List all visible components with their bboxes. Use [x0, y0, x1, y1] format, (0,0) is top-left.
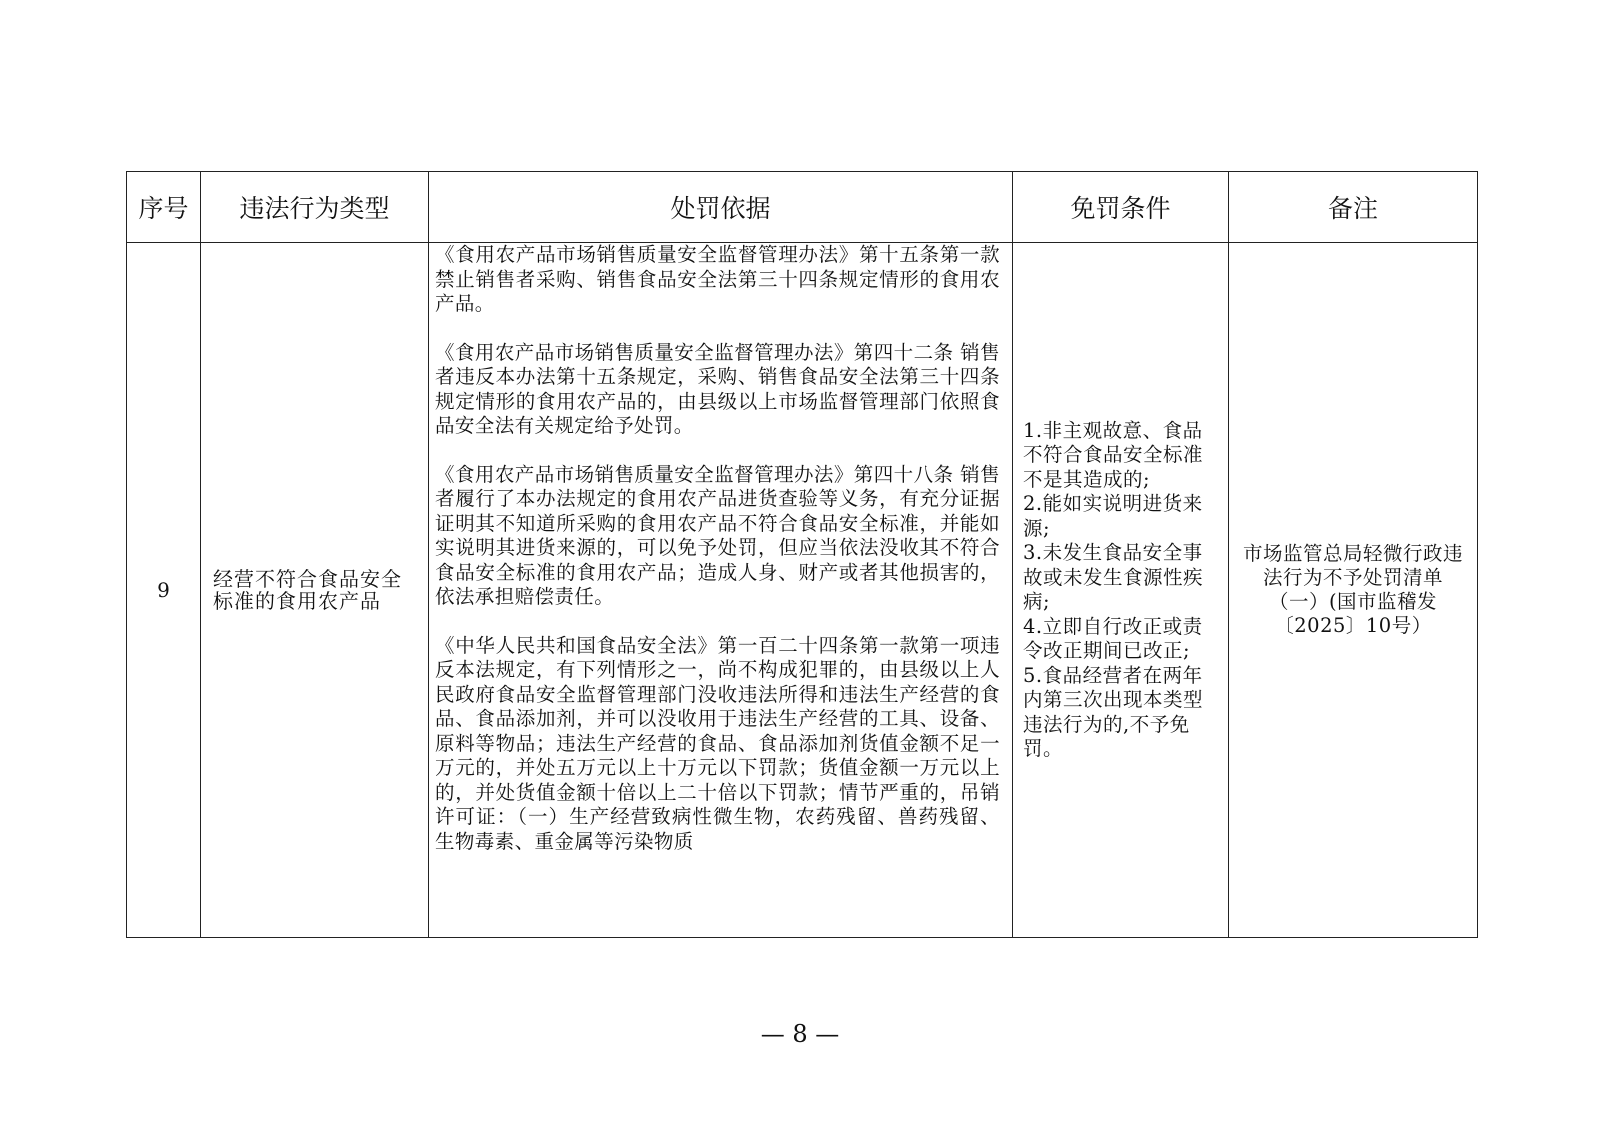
basis-paragraph: 《食用农产品市场销售质量安全监督管理办法》第四十二条 销售者违反本办法第十五条规定，采购、销售食品安全法第三十四条规定情形的食用农产品的，由县级以上市场监督管理部门依照食品安全法有关规定给予处罚。: [435, 340, 1000, 437]
table-header-row: [127, 172, 1478, 243]
remarks-text: 市场监管总局轻微行政违法行为不予处罚清单（一）(国市监稽发〔2025〕10号）: [1242, 542, 1463, 637]
header-penalty-basis: 处罚依据: [429, 172, 1013, 243]
penalty-exemption-table: [126, 171, 1478, 938]
exemption-conditions-list: [1013, 419, 1228, 762]
penalty-exemption-table-wrapper: [126, 171, 1478, 938]
header-remarks: 备注: [1229, 172, 1478, 243]
table-row: [127, 243, 1478, 938]
condition-item: 1.非主观故意、食品不符合食品安全标准不是其造成的;: [1023, 418, 1204, 491]
penalty-basis-text: [429, 243, 1012, 935]
cell-remarks: [1229, 243, 1478, 938]
cell-violation-type: [201, 243, 429, 938]
condition-item: 4.立即自行改正或责令改正期间已改正;: [1023, 614, 1203, 662]
condition-item: 5.食品经营者在两年内第三次出现本类型违法行为的,不予免罚。: [1023, 663, 1204, 760]
page-number: — 8 —: [760, 1020, 840, 1048]
violation-type-text: 经营不符合食品安全标准的食用农产品: [213, 568, 402, 612]
basis-paragraph: 《食用农产品市场销售质量安全监督管理办法》第四十八条 销售者履行了本办法规定的食用农产品进货查验等义务，有充分证据证明其不知道所采购的食用农产品不符合食品安全标准，并能如实说明其进货来源的，可以免予处罚，但应当依法没收其不符合食品安全标准的食用农产品；造成人身、财产或者其他损害的，依法承担赔偿责任。: [435, 462, 1000, 608]
header-violation-type: 违法行为类型: [201, 172, 429, 243]
condition-item: 3.未发生食品安全事故或未发生食源性疾病;: [1023, 541, 1204, 613]
header-exemption-conditions: 免罚条件: [1013, 172, 1229, 243]
condition-item: 2.能如实说明进货来源;: [1023, 492, 1203, 540]
header-serial-number: 序号: [127, 172, 201, 243]
cell-penalty-basis: [429, 243, 1013, 938]
basis-paragraph: 《中华人民共和国食品安全法》第一百二十四条第一款第一项违反本法规定，有下列情形之一，尚不构成犯罪的，由县级以上人民政府食品安全监督管理部门没收违法所得和违法生产经营的食品、食品添加剂，并可以没收用于违法生产经营的工具、设备、原料等物品；违法生产经营的食品、食品添加剂货值金额不足一万元的，并处五万元以上十万元以下罚款；货值金额一万元以上的，并处货值金额十倍以上二十倍以下罚款；情节严重的，吊销许可证：（一）生产经营致病性微生物，农药残留、兽药残留、生物毒素、重金属等污染物质: [435, 633, 1000, 853]
basis-paragraph: 《食用农产品市场销售质量安全监督管理办法》第十五条第一款 禁止销售者采购、销售食品安全法第三十四条规定情形的食用农产品。: [435, 243, 1000, 315]
cell-exemption-conditions: [1013, 243, 1229, 938]
cell-serial-number: 9: [127, 243, 201, 938]
